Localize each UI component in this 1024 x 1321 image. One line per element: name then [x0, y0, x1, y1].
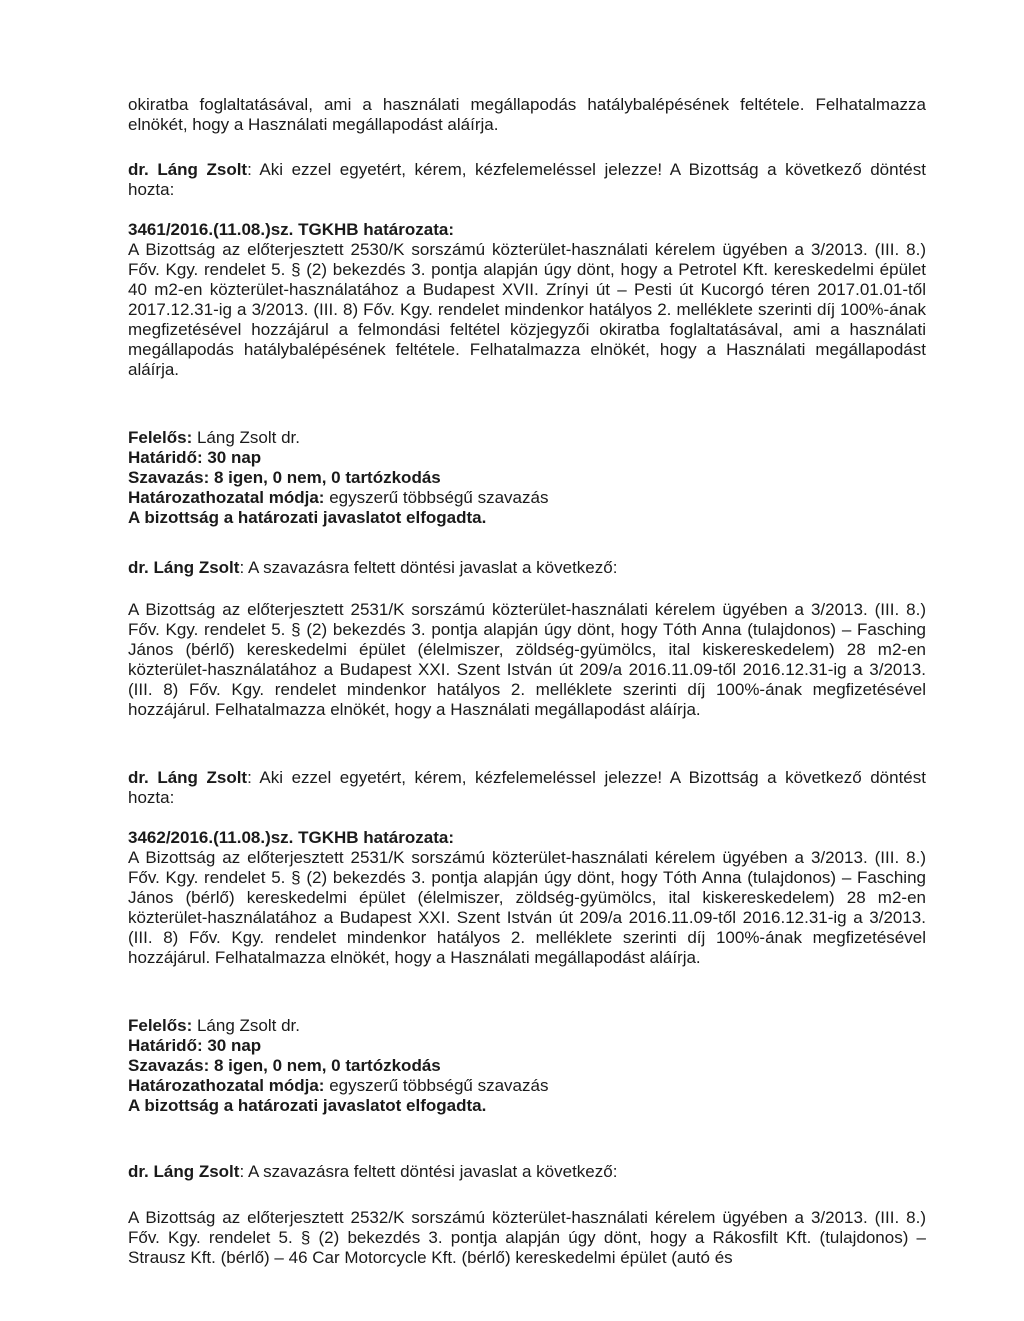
- szavazas: Szavazás: 8 igen, 0 nem, 0 tartózkodás: [128, 1056, 441, 1075]
- mod-value: egyszerű többségű szavazás: [324, 488, 549, 507]
- elfogadta: A bizottság a határozati javaslatot elfogadta.: [128, 1096, 487, 1115]
- felelos-value: Láng Zsolt dr.: [192, 1016, 300, 1035]
- felelos-label: Felelős:: [128, 1016, 193, 1035]
- proposal-2-intro: [128, 558, 926, 578]
- felelos-value: Láng Zsolt dr.: [192, 428, 300, 447]
- resolution-summary-2: [128, 1016, 926, 1116]
- szavazas: Szavazás: 8 igen, 0 nem, 0 tartózkodás: [128, 468, 441, 487]
- resolution-body: A Bizottság az előterjesztett 2530/K sorszámú közterület-használati kérelem ügyében a 3/2013. (III. 8.) Főv. Kgy. rendelet 5. § (2) bekezdés 3. pontja alapján úgy dönt, hogy a Petrotel Kft. kereskedelmi épület 40 m2-en közterület-használatához a Budapest XVII. Zrínyi út – Pesti út Kucorgó téren 2017.01.01-től 2017.12.31-ig a 3/2013. (III. 8) Főv. Kgy. rendelet mindenkor hatályos 2. melléklete szerinti díj 100%-ának megfizetésével hozzájárul a felmondási feltétel közjegyzői okiratba foglaltatásával, ami a használati megállapodás hatálybalépésének feltétele. Felhatalmazza elnökét, hogy a Használati megállapodást aláírja.: [128, 240, 926, 379]
- vote-call-2: [128, 768, 926, 808]
- vote-call-text: : Aki ezzel egyetért, kérem, kézfelemeléssel jelezze! A Bizottság a következő döntést hozta:: [128, 160, 926, 199]
- resolution-body: A Bizottság az előterjesztett 2531/K sorszámú közterület-használati kérelem ügyében a 3/2013. (III. 8.) Főv. Kgy. rendelet 5. § (2) bekezdés 3. pontja alapján úgy dönt, hogy Tóth Anna (tulajdonos) – Fasching János (bérlő) kereskedelmi épület (élelmiszer, zöldség-gyümölcs, ital kiskereskedelem) 28 m2-en közterület-használatához a Budapest XXI. Szent István út 209/a 2016.11.09-től 2016.12.31-ig a 3/2013. (III. 8) Főv. Kgy. rendelet mindenkor hatályos 2. melléklete szerinti díj 100%-ának megfizetésével hozzájárul. Felhatalmazza elnökét, hogy a Használati megállapodást aláírja.: [128, 848, 926, 967]
- speaker-name: dr. Láng Zsolt: [128, 1162, 240, 1181]
- vote-call-text: : Aki ezzel egyetért, kérem, kézfelemeléssel jelezze! A Bizottság a következő döntést hozta:: [128, 768, 926, 807]
- resolution-summary-1: [128, 428, 926, 528]
- proposal-3-intro: [128, 1162, 926, 1182]
- resolution-1: [128, 220, 926, 380]
- felelos-label: Felelős:: [128, 428, 193, 447]
- speaker-name: dr. Láng Zsolt: [128, 768, 248, 787]
- top-paragraph: okiratba foglaltatásával, ami a használati megállapodás hatálybalépésének feltétele. Felhatalmazza elnökét, hogy a Használati megállapodást aláírja.: [128, 95, 926, 134]
- mod-value: egyszerű többségű szavazás: [324, 1076, 549, 1095]
- proposal-intro-text: : A szavazásra feltett döntési javaslat a következő:: [239, 1162, 618, 1181]
- hatarido: Határidő: 30 nap: [128, 448, 262, 467]
- speaker-name: dr. Láng Zsolt: [128, 160, 248, 179]
- proposal-2-body: A Bizottság az előterjesztett 2531/K sorszámú közterület-használati kérelem ügyében a 3/2013. (III. 8.) Főv. Kgy. rendelet 5. § (2) bekezdés 3. pontja alapján úgy dönt, hogy Tóth Anna (tulajdonos) – Fasching János (bérlő) kereskedelmi épület (élelmiszer, zöldség-gyümölcs, ital kiskereskedelem) 28 m2-en közterület-használatához a Budapest XXI. Szent István út 209/a 2016.11.09-től 2016.12.31-ig a 3/2013. (III. 8) Főv. Kgy. rendelet mindenkor hatályos 2. melléklete szerinti díj 100%-ának megfizetésével hozzájárul. Felhatalmazza elnökét, hogy a Használati megállapodást aláírja.: [128, 600, 926, 719]
- proposal-3-body: A Bizottság az előterjesztett 2532/K sorszámú közterület-használati kérelem ügyében a 3/2013. (III. 8.) Főv. Kgy. rendelet 5. § (2) bekezdés 3. pontja alapján úgy dönt, hogy a Rákosfilt Kft. (tulajdonos) – Strausz Kft. (bérlő) – 46 Car Motorcycle Kft. (bérlő) kereskedelmi épület (autó és: [128, 1208, 926, 1267]
- resolution-heading: 3462/2016.(11.08.)sz. TGKHB határozata:: [128, 828, 454, 847]
- hatarido: Határidő: 30 nap: [128, 1036, 262, 1055]
- elfogadta: A bizottság a határozati javaslatot elfogadta.: [128, 508, 487, 527]
- mod-label: Határozathozatal módja:: [128, 488, 325, 507]
- resolution-2: [128, 828, 926, 968]
- vote-call-1: [128, 160, 926, 200]
- mod-label: Határozathozatal módja:: [128, 1076, 325, 1095]
- resolution-heading: 3461/2016.(11.08.)sz. TGKHB határozata:: [128, 220, 454, 239]
- speaker-name: dr. Láng Zsolt: [128, 558, 240, 577]
- proposal-intro-text: : A szavazásra feltett döntési javaslat a következő:: [239, 558, 618, 577]
